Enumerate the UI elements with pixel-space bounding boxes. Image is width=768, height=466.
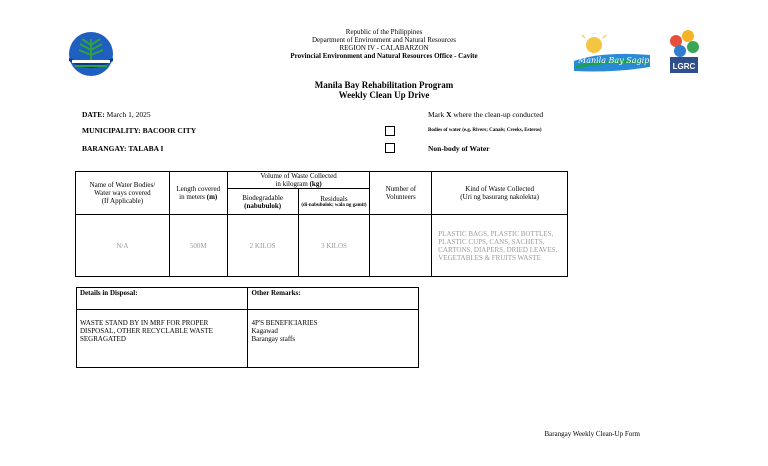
bodies-of-water-label: Bodies of water (e.g. Rivers; Canals; Creeks, Esteros): [428, 128, 542, 133]
cell-volunteers[interactable]: [370, 215, 432, 277]
header-volume-of-waste: Volume of Waste Collected in kilogram (kg): [227, 172, 370, 189]
remarks-line-3: Barangay staffs: [251, 335, 296, 343]
date-value: March 1, 2025: [106, 110, 151, 119]
barangay-label: BARANGAY:: [82, 144, 127, 153]
remarks-line-2: Kagawad: [251, 327, 278, 335]
header-line-4: Provincial Environment and Natural Resources Office - Cavite: [290, 52, 478, 60]
manila-bay-logo: [572, 33, 652, 75]
header-line-1: Republic of the Philippines: [345, 28, 423, 36]
cell-length[interactable]: 500M: [169, 215, 227, 277]
header-line-3: REGION IV - CALABARZON: [339, 44, 429, 52]
header-length-covered: Length covered in meters (m): [169, 172, 227, 215]
lgrc-logo: [666, 27, 702, 77]
other-remarks-header: Other Remarks:: [248, 288, 419, 310]
bodies-of-water-checkbox[interactable]: [385, 126, 395, 136]
header-name-of-water-bodies: Name of Water Bodies/ Water ways covered (If Applicable): [76, 172, 170, 215]
cell-residuals[interactable]: 3 KILOS: [298, 215, 370, 277]
non-body-of-water-checkbox[interactable]: [385, 143, 395, 153]
disposal-details-cell[interactable]: WASTE STAND BY IN MRF FOR PROPER DISPOSAL, OTHER RECYCLABLE WASTE SEGRAGATED: [77, 310, 248, 368]
non-body-of-water-text: Non-body of Water: [428, 144, 490, 153]
municipality-value: BACOOR CITY: [142, 126, 197, 135]
cell-kind-of-waste[interactable]: PLASTIC BAGS, PLASTIC BOTTLES, PLASTIC CUPS, CANS, SACHETS, CARTONS, DIAPERS, DRIED LEAVES, VEGETABLES & FRUITS WASTE: [432, 215, 568, 277]
svg-text:Manila Bay Sagip: Manila Bay Sagip: [578, 56, 650, 65]
svg-text:LGRC: LGRC: [672, 62, 696, 71]
non-body-of-water-label: [428, 144, 490, 153]
title-line-2: Weekly Clean Up Drive: [338, 90, 430, 100]
date-label: DATE: [82, 110, 103, 119]
remarks-line-1: 4P'S BENEFICIARIES: [251, 319, 318, 327]
barangay-value: TALABA I: [128, 144, 164, 153]
mark-instruction: [428, 110, 543, 119]
header-number-of-volunteers: Number of Volunteers: [370, 172, 432, 215]
header-residuals: Residuals (di-nabubulok; wala ng gamit): [298, 189, 370, 215]
header-biodegradable: Biodegradable (nabubulok): [227, 189, 298, 215]
disposal-header: Details in Disposal:: [77, 288, 248, 310]
title-line-1: Manila Bay Rehabilitation Program: [314, 80, 454, 90]
instruction-mark: X: [446, 110, 452, 119]
other-remarks-cell[interactable]: [248, 310, 419, 368]
date-field: DATE: March 1, 2025: [82, 110, 151, 119]
agency-header: [234, 28, 534, 60]
barangay-field: [82, 144, 163, 153]
instruction-prefix: Mark: [428, 110, 447, 119]
waste-collection-table: [75, 171, 568, 277]
table-row: [76, 215, 568, 277]
header-kind-of-waste: Kind of Waste Collected (Uri ng basurang nakolekta): [432, 172, 568, 215]
municipality-label: MUNICIPALITY:: [82, 126, 141, 135]
remarks-table: [76, 287, 419, 368]
header-line-2: Department of Environment and Natural Resources: [311, 36, 457, 44]
denr-logo: [66, 31, 116, 77]
cell-biodegradable[interactable]: 2 KILOS: [227, 215, 298, 277]
form-footer: Barangay Weekly Clean-Up Form: [544, 430, 640, 438]
municipality-field: [82, 126, 196, 135]
document-title: [234, 80, 534, 100]
instruction-suffix: where the clean-up conducted: [451, 110, 544, 119]
cell-water-body-name[interactable]: N/A: [76, 215, 170, 277]
